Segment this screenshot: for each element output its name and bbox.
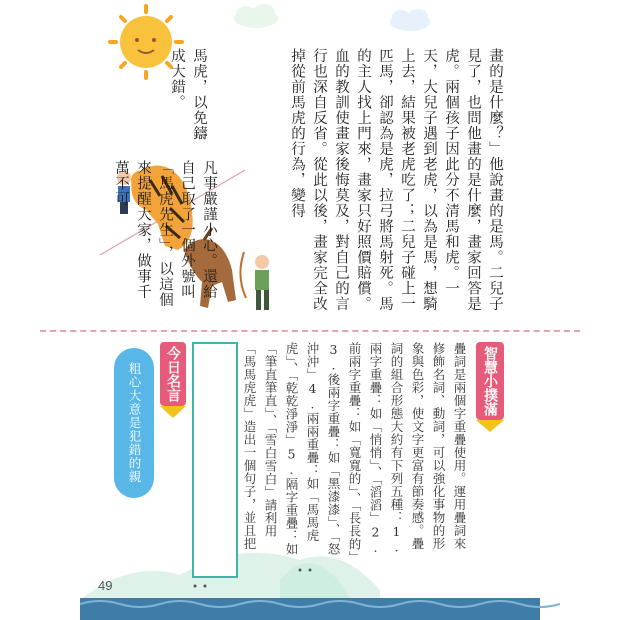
section-divider	[40, 330, 580, 332]
answer-writing-box[interactable]	[192, 342, 238, 578]
pencil-icon	[160, 406, 186, 418]
pencil-icon	[476, 420, 504, 432]
archer-illustration	[240, 252, 269, 310]
motto-title: 今日名言	[160, 342, 186, 406]
cloud-icon	[390, 9, 430, 31]
motto-text: 粗心大意是犯錯的親戚。	[87, 362, 142, 484]
wisdom-title: 智慧小撲滿	[476, 342, 504, 420]
story-continuation: 凡事嚴謹小心。還給自己取了一個外號叫「馬虎先生」，以這個來提醒大家，做事千萬不可	[113, 160, 217, 308]
motto-box	[87, 348, 154, 498]
cloud-icon	[234, 4, 278, 28]
sea-illustration	[80, 598, 560, 620]
story-paragraph: 畫的是什麼？」他說畫的是馬。二兒子見了，也問他畫的是什麼，畫家回答是虎。兩個孩子因此分不清馬和虎。一天，大兒子遇到老虎，以為是馬，想騎上去，結果被老虎吃了；二兒子碰上一匹馬，卻認為是虎，拉弓將馬射死。馬的主人找上門來，畫家只好照價賠償。血的教訓使畫家後悔莫及，對自己的言行也深自反省。從此以後，畫家完全改掉從前馬虎的行為，變得	[289, 48, 503, 312]
page-number: 49	[98, 578, 113, 593]
wisdom-body: 疊詞是兩個字重疊使用。運用疊詞來修飾名詞、動詞，可以強化事物的形象與色彩，使文字更富有節奏感。疊詞的組合形態大約有下列五種：1.兩字重疊：如「悄悄」、「滔滔」2.前兩字重疊：如「寬寬的」、「長長的」3.後兩字重疊：如「黑漆漆」、「怒沖沖」4.兩兩重疊：如「馬馬虎虎」、「乾乾淨淨」5.隔字重疊：如「筆直筆直」、「雪白雪白」請利用「馬馬虎虎」造出一個句子，並且把	[242, 342, 467, 558]
story-ending: 馬虎，以免鑄成大錯。	[169, 48, 207, 141]
